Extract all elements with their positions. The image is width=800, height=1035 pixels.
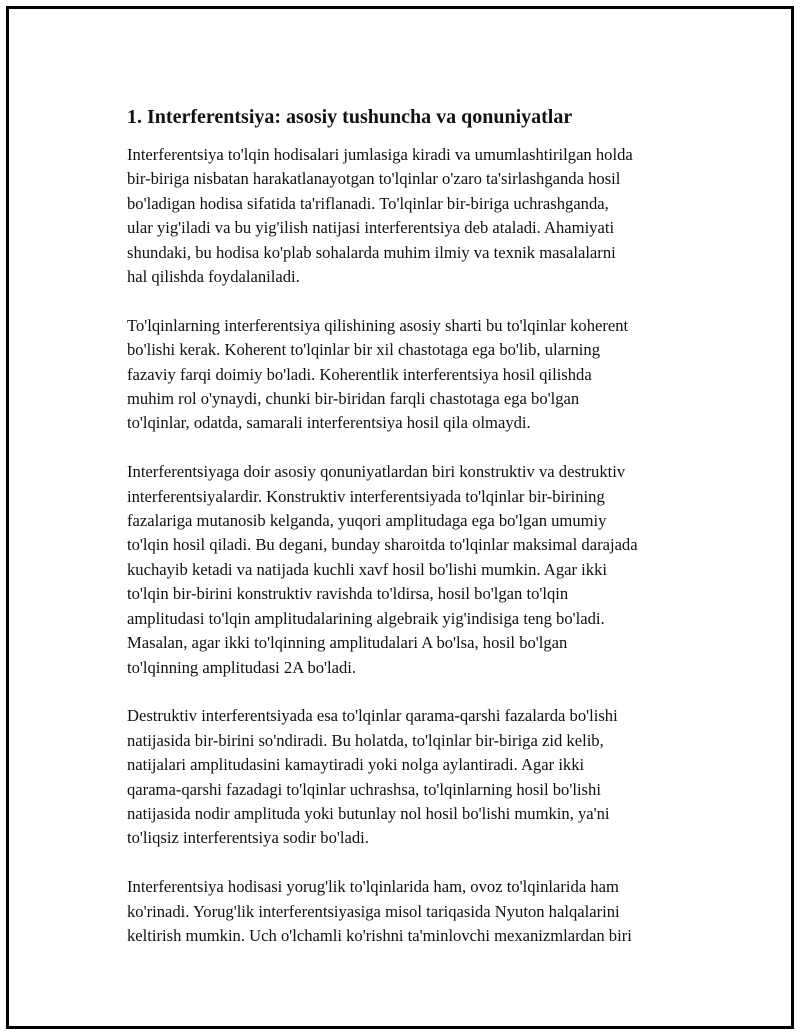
paragraph-definition: Interferentsiya to'lqin hodisalari jumlasiga kiradi va umumlashtirilgan holda bir-biriga nisbatan harakatlanayotgan to'lqinlar o'zaro ta'sirlashganda hosil bo'ladigan hodisa sifatida ta'riflanadi. To'lqinlar bir-biriga uchrashganda, ular yig'iladi va bu yig'ilish natijasi interferentsiya deb ataladi. Ahamiyati shundaki, bu hodisa ko'plab sohalarda muhim ilmiy va texnik masalalarni hal qilishda foydalaniladi. [127, 145, 633, 287]
document-body [127, 104, 707, 973]
paragraph-examples: Interferentsiya hodisasi yorug'lik to'lqinlarida ham, ovoz to'lqinlarida ham ko'rinadi. Yorug'lik interferentsiyasiga misol tariqasida Nyuton halqalarini keltirish mumkin. Uch o'lchamli ko'rishni ta'minlovchi mexanizmlardan biri [127, 877, 632, 945]
paragraph-coherence: To'lqinlarning interferentsiya qilishining asosiy sharti bu to'lqinlar koherent bo'lishi kerak. Koherent to'lqinlar bir xil chastotaga ega bo'lib, ularning fazaviy farqi doimiy bo'ladi. Koherentlik interferentsiya hosil qilishda muhim rol o'ynaydi, chunki bir-biridan farqli chastotaga ega bo'lgan to'lqinlar, odatda, samarali interferentsiya hosil qila olmaydi. [127, 315, 629, 433]
section-heading: 1. Interferentsiya: asosiy tushuncha va qonuniyatlar [127, 106, 573, 128]
page-border [6, 6, 794, 1029]
paragraph-destructive: Destruktiv interferentsiyada esa to'lqinlar qarama-qarshi fazalarda bo'lishi natijasida bir-birini so'ndiradi. Bu holatda, to'lqinlar bir-biriga zid kelib, natijalari amplitudasini kamaytiradi yoki nolga aylantiradi. Agar ikki qarama-qarshi fazadagi to'lqinlar uchrashsa, to'lqinlarning hosil bo'lishi natijasida nodir amplituda yoki butunlay nol hosil bo'lishi mumkin, ya'ni to'liqsiz interferentsiya sodir bo'ladi. [127, 706, 618, 848]
paragraph-constructive: Interferentsiyaga doir asosiy qonuniyatlardan biri konstruktiv va destruktiv interferentsiyalardir. Konstruktiv interferentsiyada to'lqinlar bir-birining fazalariga mutanosib kelganda, yuqori amplitudaga ega bo'lgan umumiy to'lqin hosil qiladi. Bu degani, bunday sharoitda to'lqinlar maksimal darajada kuchayib ketadi va natijada kuchli xavf hosil bo'lishi mumkin. Agar ikki to'lqin bir-birini konstruktiv ravishda to'ldirsa, hosil bo'lgan to'lqin amplitudasi to'lqin amplitudalarining algebraik yig'indisiga teng bo'ladi. Masalan, agar ikki to'lqinning amplitudalari A bo'lsa, hosil bo'lgan to'lqinning amplitudasi 2A bo'ladi. [127, 462, 638, 677]
